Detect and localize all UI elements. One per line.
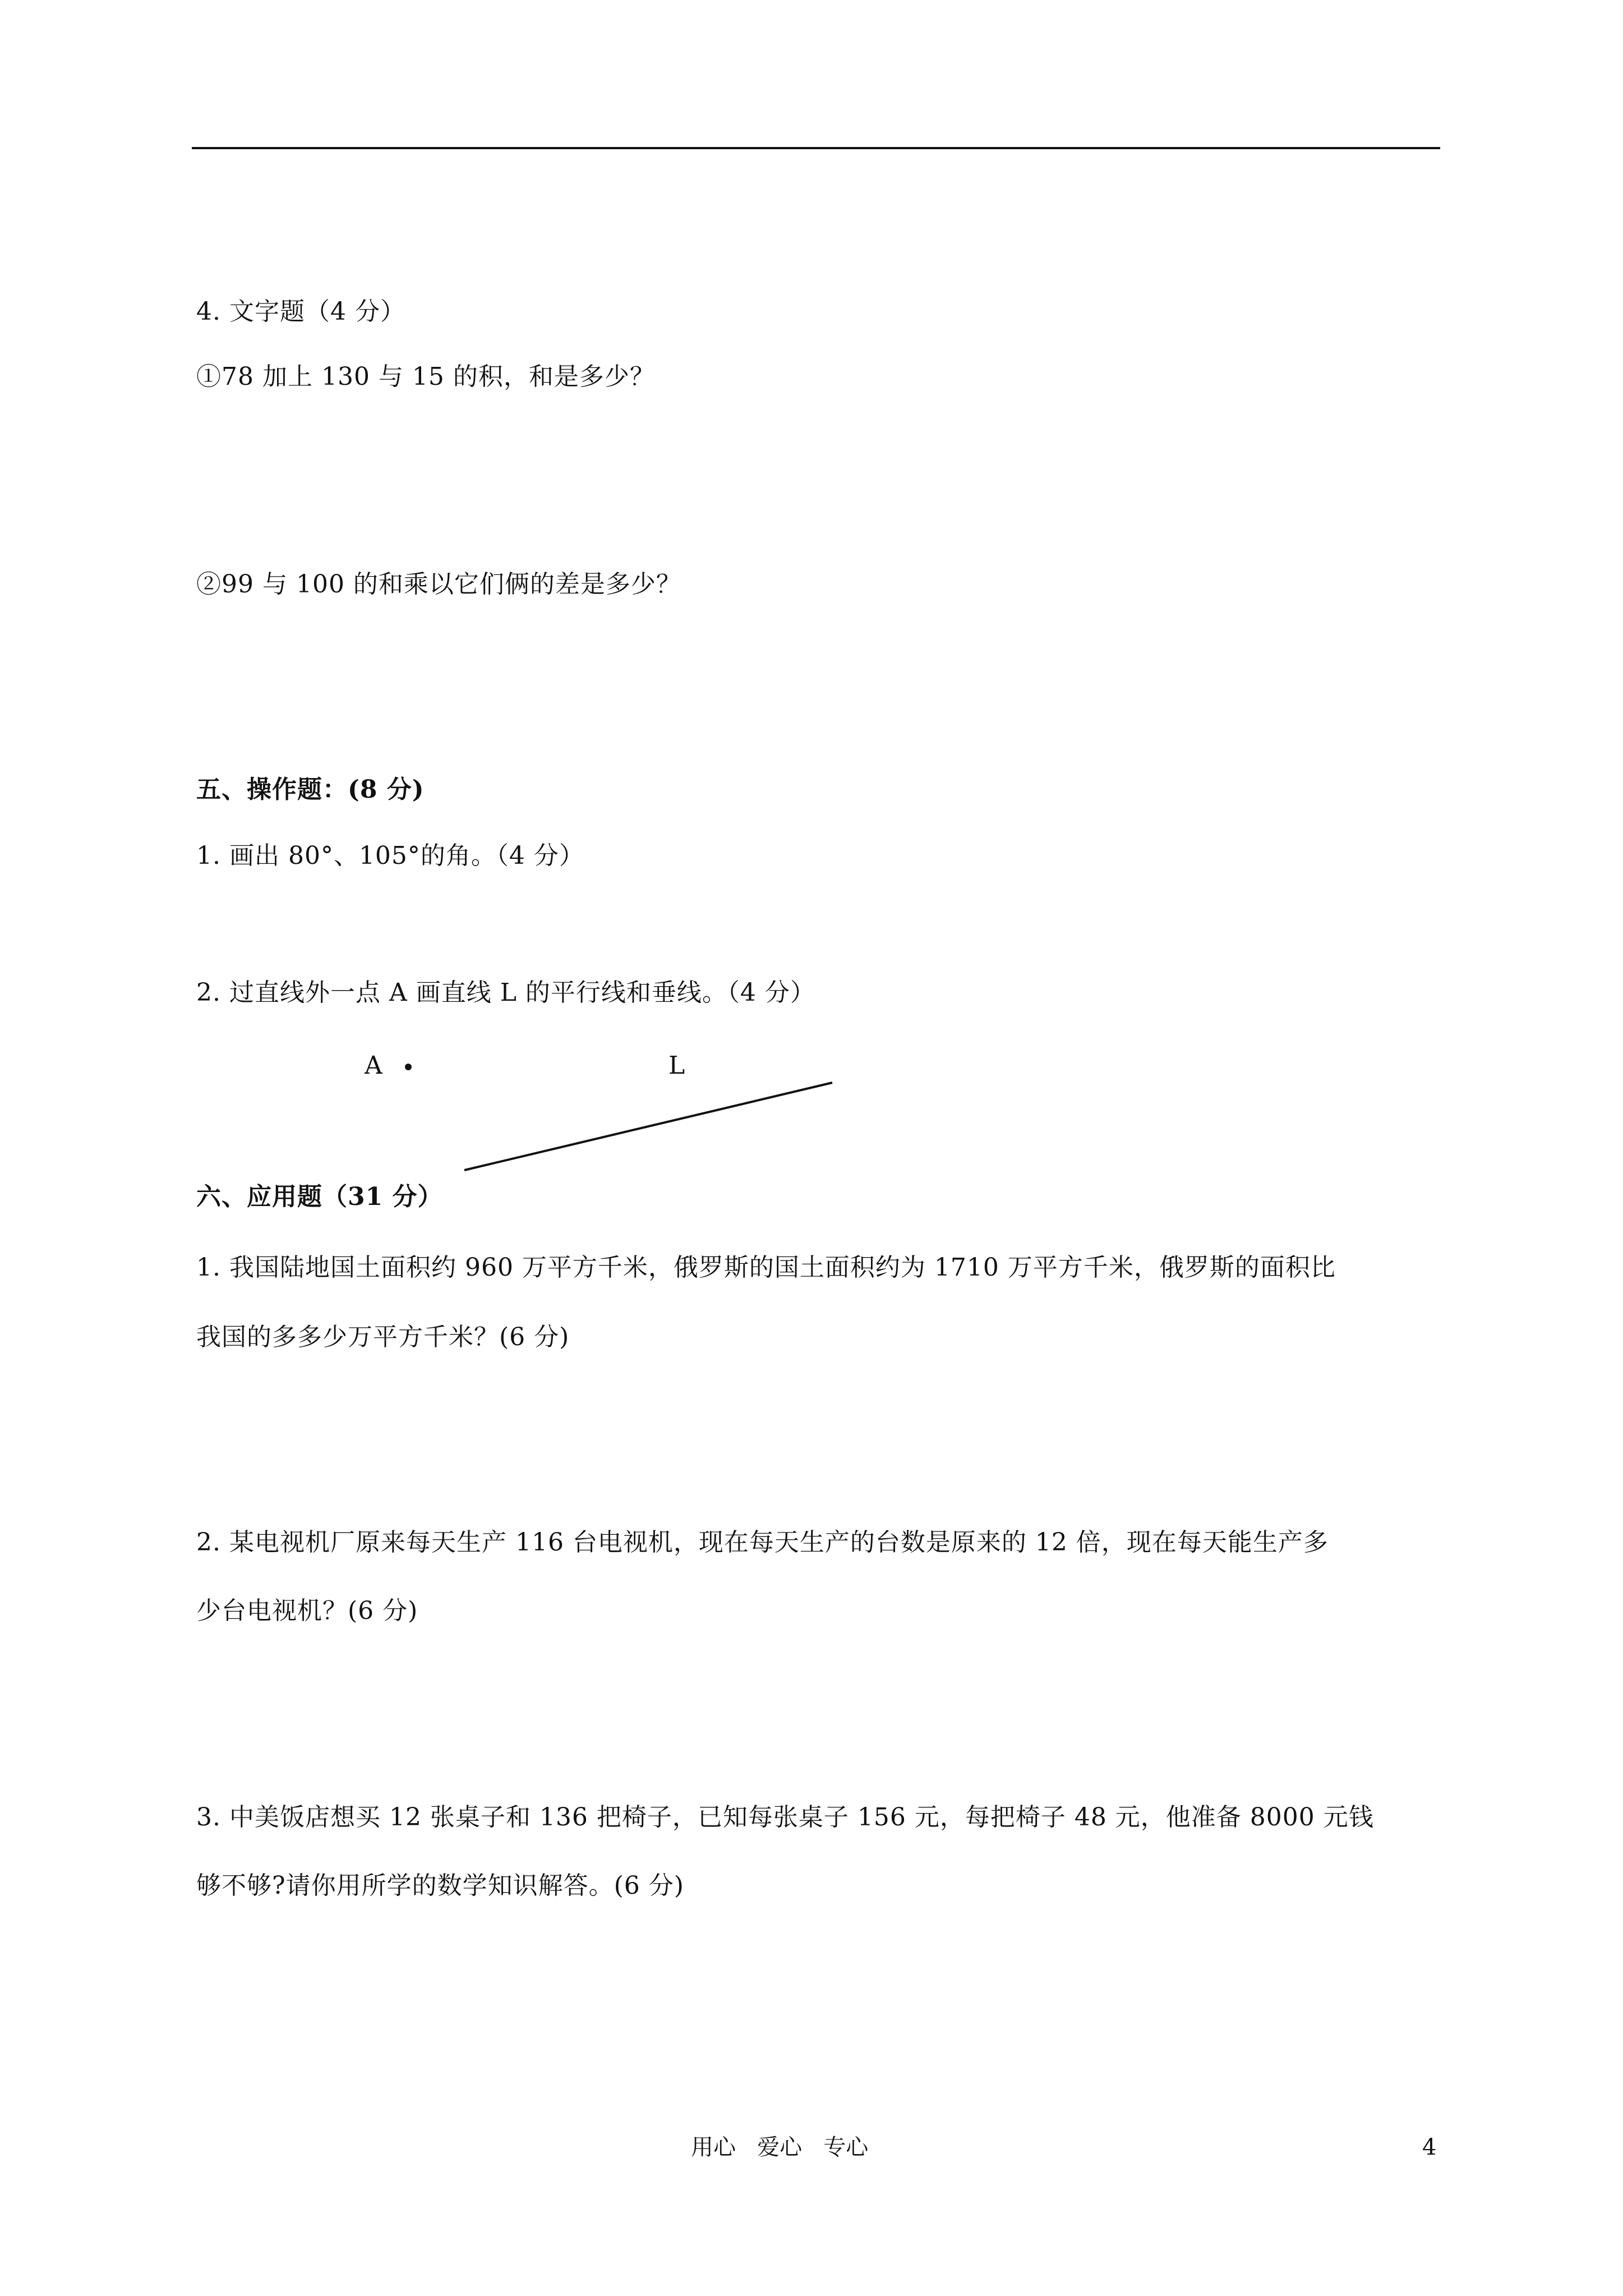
question-4-item-2: ②99 与 100 的和乘以它们俩的差是多少？ bbox=[196, 570, 681, 599]
section-5-question-2: 2. 过直线外一点 A 画直线 L 的平行线和垂线。（4 分） bbox=[196, 978, 815, 1007]
footer-motto: 用心 爱心 专心 bbox=[691, 2134, 869, 2160]
section-6-question-2-line-2: 少台电视机？(6 分) bbox=[196, 1596, 418, 1625]
section-6-question-1-line-2: 我国的多多少万平方千米？(6 分) bbox=[196, 1323, 570, 1351]
section-6-title: 六、应用题（31 分） bbox=[196, 1182, 443, 1211]
point-a-label: A bbox=[365, 1051, 382, 1080]
section-6-question-3-line-1: 3. 中美饭店想买 12 张桌子和 136 把椅子，已知每张桌子 156 元，每把椅子 48 元，他准备 8000 元钱 bbox=[196, 1803, 1374, 1832]
page-number: 4 bbox=[1422, 2134, 1437, 2160]
section-6-question-3-line-2: 够不够?请你用所学的数学知识解答。(6 分) bbox=[196, 1871, 684, 1900]
line-l-label: L bbox=[668, 1051, 685, 1080]
section-6-question-1-line-1: 1. 我国陆地国土面积约 960 万平方千米，俄罗斯的国土面积约为 1710 万平方千米，俄罗斯的面积比 bbox=[196, 1253, 1336, 1282]
question-4-title: 4. 文字题（4 分） bbox=[196, 297, 405, 326]
question-4-item-1: ①78 加上 130 与 15 的积，和是多少？ bbox=[196, 362, 655, 391]
section-5-title: 五、操作题：(8 分) bbox=[196, 775, 425, 804]
section-6-question-2-line-1: 2. 某电视机厂原来每天生产 116 台电视机，现在每天生产的台数是原来的 12 倍，现在每天能生产多 bbox=[196, 1528, 1329, 1557]
section-5-question-1: 1. 画出 80°、105°的角。（4 分） bbox=[196, 841, 584, 870]
